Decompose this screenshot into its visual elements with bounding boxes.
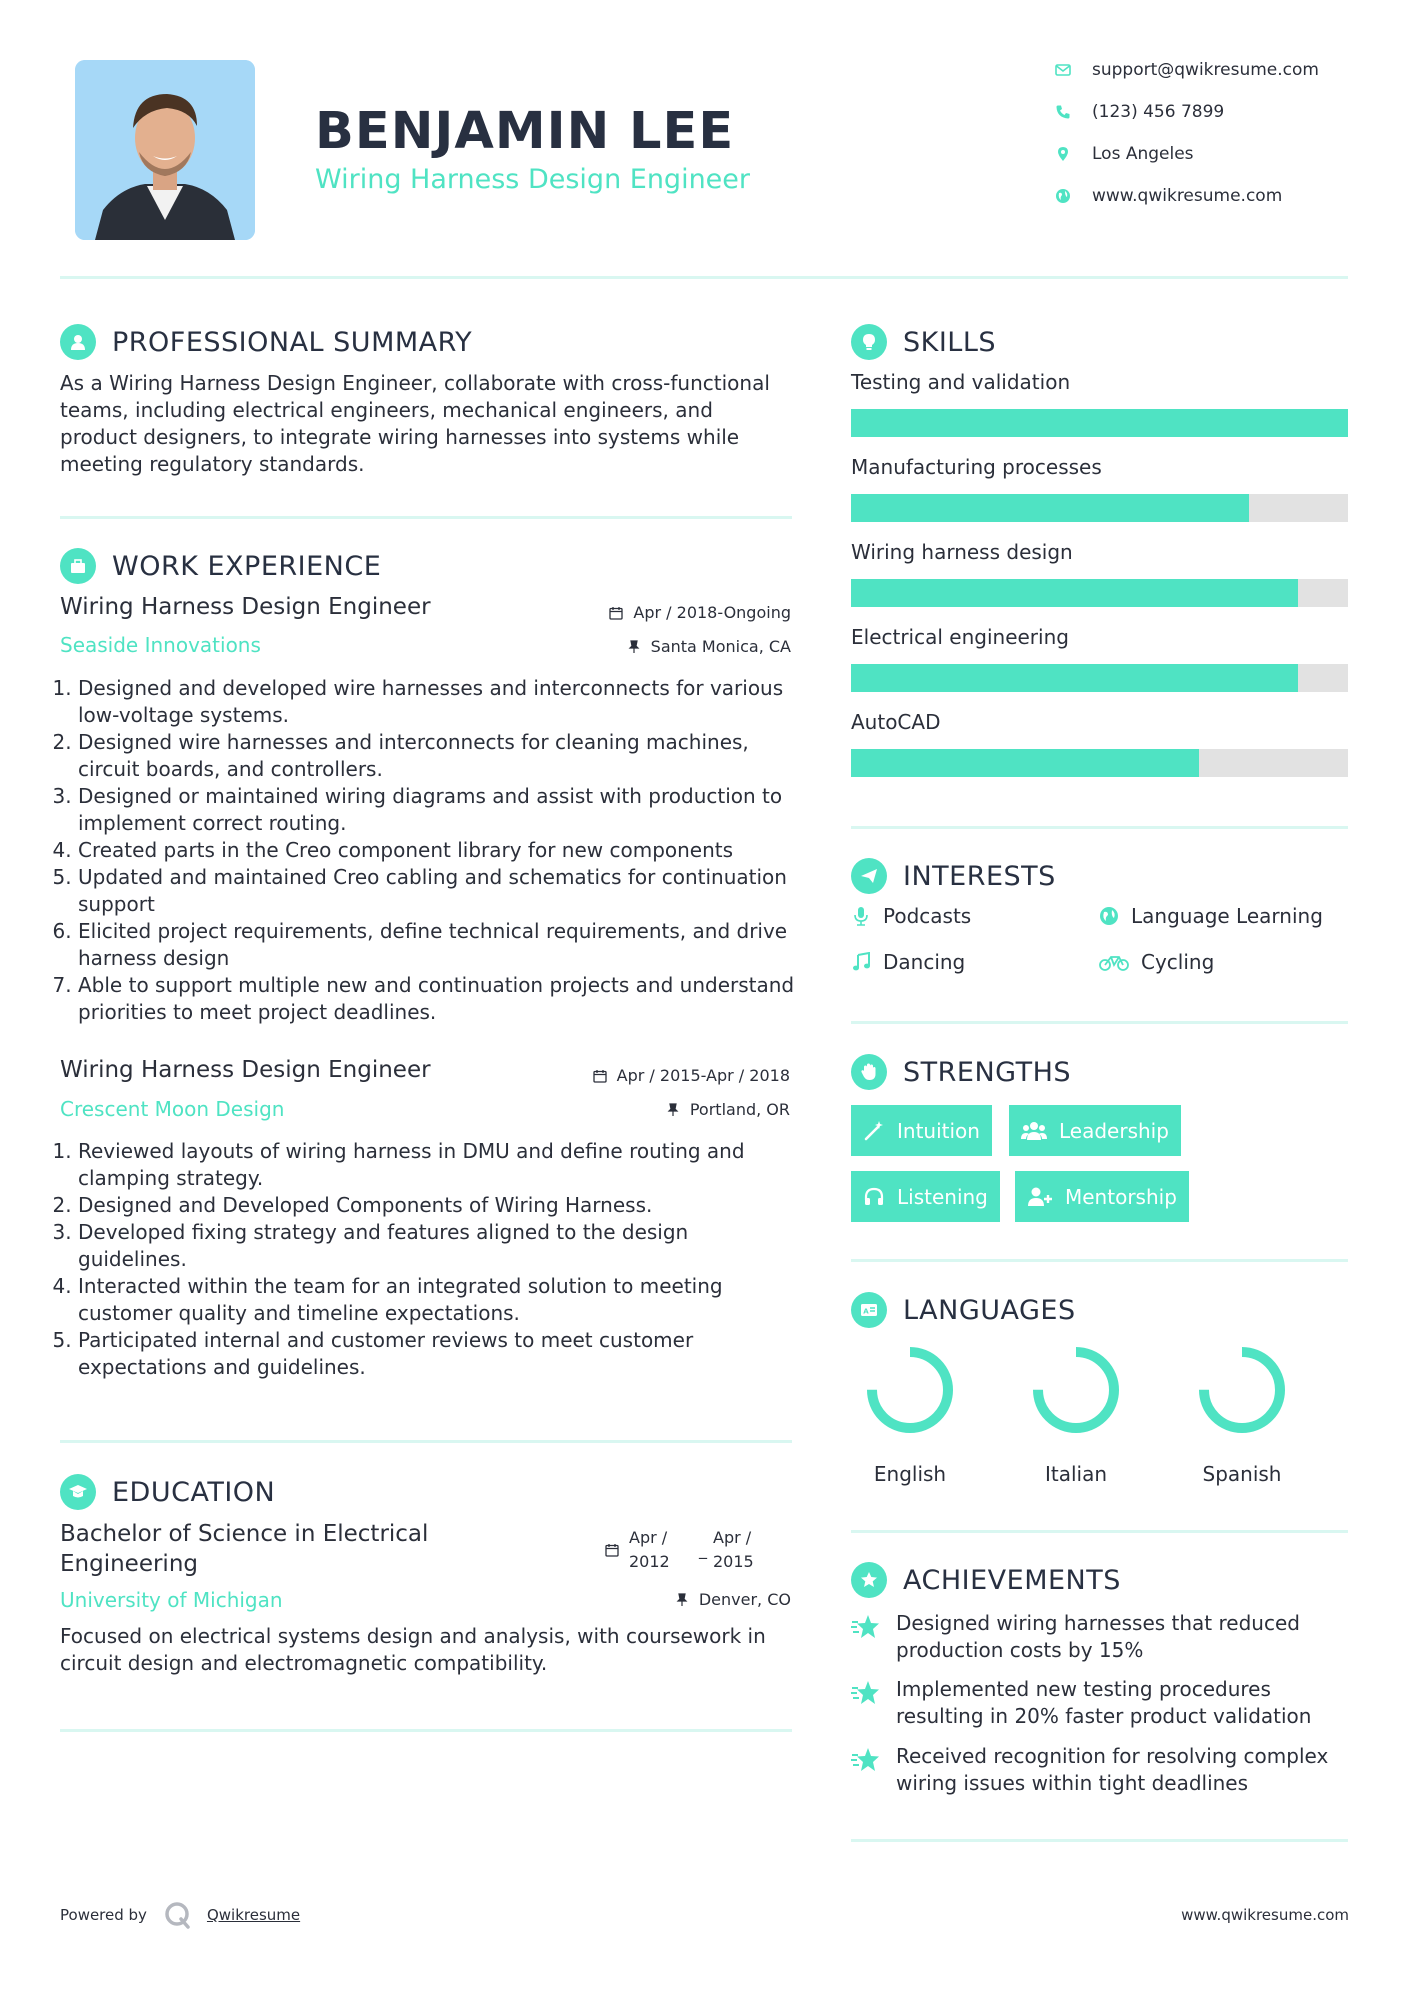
footer-powered-by (60, 1900, 300, 1930)
summary-text: As a Wiring Harness Design Engineer, collaborate with cross-functional teams, including electrical engineers, mechanical engineers, and product designers, to integrate wiring harnesses into systems while meeting regulatory standards. (60, 371, 770, 476)
responsibility-item: 5. Participated internal and customer reviews to meet customer expectations and guidelines. (78, 1327, 800, 1381)
skill-bar-fill (851, 579, 1298, 607)
skill-bar-fill (851, 664, 1298, 692)
responsibility-item: 2. Designed wire harnesses and interconnects for cleaning machines, circuit boards, and controllers. (78, 729, 800, 783)
calendar-icon (609, 606, 623, 620)
strength-listening (851, 1171, 1000, 1222)
education-dates (605, 1526, 759, 1574)
achievement-text: Implemented new testing procedures resulting in 20% faster product validation (896, 1677, 1312, 1728)
star-icon (851, 1612, 881, 1642)
responsibility-item: 2. Designed and Developed Components of Wiring Harness. (78, 1192, 800, 1219)
responsibility-item: 3. Developed fixing strategy and features aligned to the design guidelines. (78, 1219, 800, 1273)
strengths-heading (851, 1054, 1071, 1090)
education-location-text: Denver, CO (698, 1590, 791, 1609)
contact-phone[interactable] (1055, 99, 1224, 125)
briefcase-icon (60, 548, 96, 584)
language-label: Spanish (1202, 1462, 1282, 1486)
languages-heading (851, 1292, 1076, 1328)
skill-bar-fill (851, 749, 1199, 777)
education-divider (60, 1729, 792, 1732)
job-1-responsibilities (60, 675, 800, 1026)
achievement-item (851, 1610, 1351, 1664)
language-item (1026, 1344, 1126, 1486)
interests-heading (851, 858, 1056, 894)
job-2-title: Wiring Harness Design Engineer (60, 1057, 431, 1083)
powered-by-text: Powered by (60, 1906, 147, 1924)
date-separator: _ (699, 1540, 707, 1559)
globe-icon (1055, 188, 1071, 204)
strengths-divider (851, 1259, 1348, 1262)
strength-mentorship (1015, 1171, 1189, 1222)
skill-label: Wiring harness design (851, 540, 1073, 564)
avatar (75, 60, 255, 240)
achievement-item (851, 1676, 1351, 1730)
job-2-date-text: Apr / 2015-Apr / 2018 (616, 1066, 790, 1085)
language-level-arc (872, 1352, 948, 1428)
language-level-ring (1030, 1344, 1122, 1436)
contact-email-text: support@qwikresume.com (1092, 60, 1319, 80)
skills-divider (851, 826, 1348, 829)
user-icon (60, 324, 96, 360)
qwikresume-link[interactable]: Qwikresume (206, 1906, 301, 1924)
job-1-location-text: Santa Monica, CA (650, 637, 791, 656)
skill-label: AutoCAD (851, 710, 941, 734)
experience-divider (60, 1440, 792, 1443)
candidate-title: Wiring Harness Design Engineer (315, 164, 751, 195)
user-plus-icon (1027, 1186, 1053, 1208)
calendar-icon (605, 1543, 619, 1557)
phone-icon (1055, 104, 1071, 120)
lightbulb-icon (851, 324, 887, 360)
header-divider (60, 276, 1348, 279)
pushpin-icon (675, 1593, 689, 1607)
skill-label: Testing and validation (851, 370, 1071, 394)
education-location (675, 1590, 791, 1609)
languages-heading-text: LANGUAGES (903, 1294, 1076, 1326)
summary-heading-text: PROFESSIONAL SUMMARY (112, 326, 473, 358)
job-1-title: Wiring Harness Design Engineer (60, 594, 431, 620)
svg-text:A: A (863, 1307, 870, 1316)
interest-language-learning (1099, 904, 1323, 928)
language-item (1192, 1344, 1292, 1486)
job-2-location-text: Portland, OR (689, 1100, 790, 1119)
experience-heading-text: WORK EXPERIENCE (112, 550, 382, 582)
headphones-icon (863, 1186, 885, 1208)
strength-label: Intuition (897, 1118, 980, 1143)
skill-bar-track (851, 494, 1348, 522)
globe-icon (1099, 906, 1119, 926)
strengths-heading-text: STRENGTHS (903, 1056, 1072, 1088)
contact-location (1055, 141, 1194, 167)
interest-label: Language Learning (1131, 904, 1323, 928)
hand-icon (851, 1054, 887, 1090)
contact-website-text: www.qwikresume.com (1092, 186, 1283, 206)
language-level-arc (1038, 1352, 1114, 1428)
strength-leadership (1009, 1105, 1181, 1156)
achievements-heading-text: ACHIEVEMENTS (903, 1564, 1121, 1596)
skill-bar-track (851, 664, 1348, 692)
bicycle-icon (1099, 952, 1129, 972)
star-icon (851, 1678, 881, 1708)
job-1-date (609, 603, 791, 622)
contact-website[interactable] (1055, 183, 1282, 209)
pushpin-icon (666, 1103, 680, 1117)
responsibility-item: 5. Updated and maintained Creo cabling and schematics for continuation support (78, 864, 800, 918)
skill-bar-track (851, 579, 1348, 607)
skills-heading (851, 324, 996, 360)
achievement-item (851, 1743, 1351, 1797)
responsibility-item: 4. Interacted within the team for an integrated solution to meeting customer quality and timeline expectations. (78, 1273, 800, 1327)
magic-wand-icon (863, 1120, 885, 1142)
interests-heading-text: INTERESTS (903, 860, 1056, 892)
interest-label: Cycling (1141, 950, 1215, 974)
envelope-icon (1055, 62, 1071, 78)
profile-photo (75, 60, 255, 240)
achievement-text: Designed wiring harnesses that reduced production costs by 15% (896, 1611, 1300, 1662)
strength-label: Listening (897, 1184, 988, 1209)
job-2-company: Crescent Moon Design (60, 1097, 285, 1121)
badge-icon (851, 1562, 887, 1598)
contact-email[interactable] (1055, 57, 1319, 83)
responsibility-item: 7. Able to support multiple new and continuation projects and understand priorities to meet project deadlines. (78, 972, 800, 1026)
education-heading-text: EDUCATION (112, 1476, 276, 1508)
interest-label: Podcasts (883, 904, 972, 928)
achievements-divider (851, 1839, 1348, 1842)
responsibility-item: 1. Reviewed layouts of wiring harness in DMU and define routing and clamping strategy. (78, 1138, 800, 1192)
job-1-company: Seaside Innovations (60, 633, 261, 657)
users-icon (1021, 1120, 1047, 1142)
language-level-arc (1204, 1352, 1280, 1428)
skill-bar-fill (851, 409, 1348, 437)
responsibility-item: 3. Designed or maintained wiring diagrams and assist with production to implement correct routing. (78, 783, 800, 837)
languages-divider (851, 1530, 1348, 1533)
interest-label: Dancing (883, 950, 966, 974)
skill-label: Electrical engineering (851, 625, 1069, 649)
strength-label: Leadership (1059, 1118, 1169, 1143)
interest-cycling (1099, 950, 1214, 974)
summary-divider (60, 516, 792, 519)
map-pin-icon (1055, 146, 1071, 162)
strength-label: Mentorship (1065, 1184, 1177, 1209)
interest-podcasts (851, 904, 971, 928)
music-note-icon (851, 952, 871, 972)
education-date-start: Apr / 2012 (629, 1528, 670, 1571)
responsibility-item: 1. Designed and developed wire harnesses and interconnects for various low-voltage systems. (78, 675, 800, 729)
experience-heading (60, 548, 381, 584)
qwikresume-logo-icon (163, 1900, 193, 1930)
job-1-location (627, 637, 791, 656)
paper-plane-icon (851, 858, 887, 894)
responsibility-item: 4. Created parts in the Creo component library for new components (78, 837, 800, 864)
language-item (860, 1344, 960, 1486)
education-heading (60, 1474, 275, 1510)
star-icon (851, 1745, 881, 1775)
graduation-icon (60, 1474, 96, 1510)
language-level-ring (1196, 1344, 1288, 1436)
candidate-name: BENJAMIN LEE (315, 102, 735, 161)
summary-heading (60, 324, 472, 360)
achievement-text: Received recognition for resolving complex wiring issues within tight deadlines (896, 1744, 1329, 1795)
interest-dancing (851, 950, 965, 974)
pushpin-icon (627, 640, 641, 654)
skill-label: Manufacturing processes (851, 455, 1102, 479)
language-label: Italian (1044, 1462, 1108, 1486)
contact-phone-text: (123) 456 7899 (1092, 102, 1225, 122)
education-text: Focused on electrical systems design and analysis, with coursework in circuit design and electromagnetic compatibility. (60, 1624, 766, 1675)
contact-location-text: Los Angeles (1092, 144, 1194, 164)
skill-bar-track (851, 409, 1348, 437)
skills-heading-text: SKILLS (903, 326, 997, 358)
microphone-icon (851, 906, 871, 926)
footer-url[interactable]: www.qwikresume.com (1181, 1906, 1349, 1924)
achievements-heading (851, 1562, 1121, 1598)
job-2-location (666, 1100, 790, 1119)
education-school: University of Michigan (60, 1588, 283, 1612)
responsibility-item: 6. Elicited project requirements, define technical requirements, and drive harness design (78, 918, 800, 972)
id-card-icon (851, 1292, 887, 1328)
skill-bar-track (851, 749, 1348, 777)
calendar-icon (593, 1069, 607, 1083)
job-2-date (593, 1066, 790, 1085)
education-degree: Bachelor of Science in Electrical Engineering (60, 1521, 429, 1577)
job-1-date-text: Apr / 2018-Ongoing (633, 603, 791, 622)
job-2-responsibilities (60, 1138, 800, 1381)
interests-divider (851, 1021, 1348, 1024)
education-date-end: Apr / 2015 (713, 1528, 754, 1571)
strength-intuition (851, 1105, 992, 1156)
skill-bar-fill (851, 494, 1249, 522)
language-level-ring (864, 1344, 956, 1436)
language-label: English (873, 1462, 947, 1486)
